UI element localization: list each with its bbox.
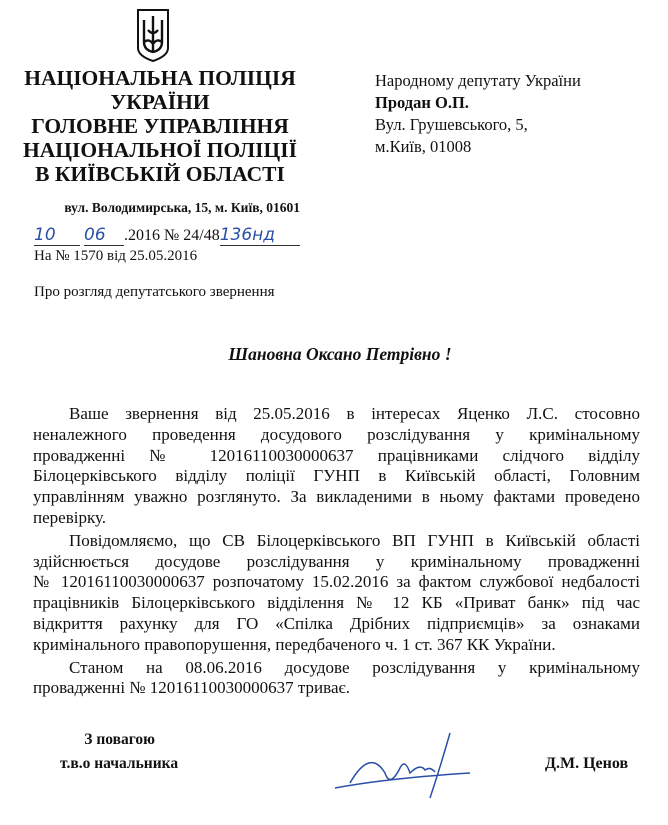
- date-month: 06: [84, 225, 124, 246]
- handwritten-signature: [330, 728, 480, 803]
- subject-line: Про розгляд депутатського звернення: [34, 284, 275, 300]
- date-rest: .2016 № 24/48: [124, 227, 220, 244]
- closing: З повагою: [84, 731, 155, 748]
- body-line: здійснюється досудове розслідування у кримінальному провадженні: [33, 551, 640, 571]
- reply-reference: На № 1570 від 25.05.2016: [34, 248, 198, 264]
- salutation: Шановна Оксано Петрівно !: [228, 344, 452, 364]
- body-line: перевірку.: [33, 507, 107, 527]
- org-address: вул. Володимирська, 15, м. Київ, 01601: [64, 200, 300, 215]
- body-line: провадженні № 12016110030000637 працівниками слідчого відділу: [33, 445, 640, 465]
- body-line: № 12016110030000637 розпочатому 15.02.2016 за фактом службової недбалості: [33, 572, 640, 592]
- org-line: УКРАЇНИ: [110, 90, 210, 114]
- recipient-title: Народному депутату України: [375, 71, 581, 90]
- recipient-street: Вул. Грушевського, 5,: [375, 115, 528, 134]
- organization-header: [10, 66, 310, 186]
- body-line: Повідомляємо, що СВ Білоцерківського ВП ГУНП в Київській області: [69, 530, 640, 550]
- outgoing-date-number: [34, 225, 300, 246]
- org-line: НАЦІОНАЛЬНА ПОЛІЦІЯ: [24, 66, 296, 90]
- body-line: неналежного проведення досудового розслідування у кримінальному: [33, 424, 640, 444]
- recipient-block: [375, 70, 581, 158]
- body-line: провадженні № 12016110030000637 триває.: [33, 678, 351, 698]
- signer-name: Д.М. Ценов: [545, 755, 629, 772]
- org-line: В КИЇВСЬКІЙ ОБЛАСТІ: [35, 162, 285, 186]
- org-line: ГОЛОВНЕ УПРАВЛІННЯ: [31, 114, 289, 138]
- body-line: Станом на 08.06.2016 досудове розслідування у кримінальному: [69, 657, 640, 677]
- recipient-name: Продан О.П.: [375, 93, 469, 112]
- body-line: відкриття рахунку для ГО «Спілка Дрібних підприємців» за ознаками: [33, 613, 640, 633]
- body-line: Білоцерківського відділу поліції ГУНП в Київській області, Головним: [33, 466, 640, 486]
- trident-emblem-icon: [136, 8, 170, 62]
- signer-position: т.в.о начальника: [60, 755, 179, 772]
- body-line: Ваше звернення від 25.05.2016 в інтересах Яценко Л.С. стосовно: [69, 404, 640, 423]
- org-line: НАЦІОНАЛЬНОЇ ПОЛІЦІЇ: [23, 138, 297, 162]
- date-day: 10: [34, 225, 80, 246]
- body-line: управлінням уважно розглянуто. За викладеними в ньому фактами проведено: [33, 487, 640, 507]
- body-line: працівників Білоцерківського відділення № 12 КБ «Приват банк» під час: [33, 593, 640, 613]
- letter-body: [33, 404, 640, 699]
- registration-suffix: 136нд: [220, 225, 300, 246]
- body-line: кримінального правопорушення, передбаченого ч. 1 ст. 367 КК України.: [33, 634, 556, 654]
- recipient-city: м.Київ, 01008: [375, 137, 472, 156]
